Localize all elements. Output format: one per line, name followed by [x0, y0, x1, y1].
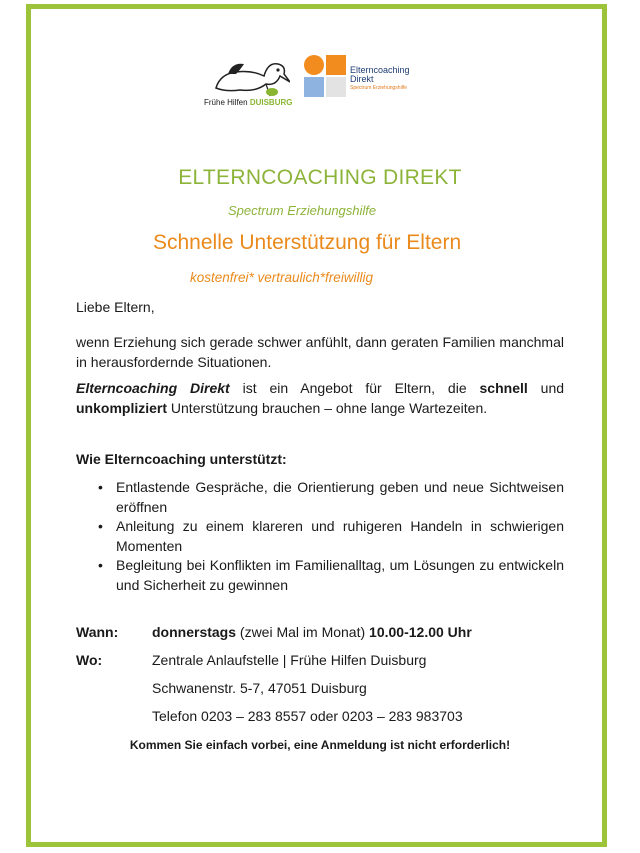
- where-line-1: Zentrale Anlaufstelle | Frühe Hilfen Duisburg: [152, 652, 427, 668]
- intro-paragraph: wenn Erziehung sich gerade schwer anfühlt, dann geraten Familien manchmal in herausfordernde Situationen.: [76, 334, 564, 370]
- greeting: Liebe Eltern,: [76, 299, 155, 315]
- elterncoaching-logo: [304, 55, 434, 105]
- phone-numbers: Telefon 0203 – 283 8557 oder 0203 – 283 983703: [152, 708, 463, 724]
- when-value: donnerstags (zwei Mal im Monat) 10.00-12.00 Uhr: [152, 624, 472, 640]
- fruehe-hilfen-logo: [200, 52, 296, 114]
- stork-icon: [206, 52, 290, 98]
- elterncoaching-wordmark: Elterncoaching Direkt Spectrum Erziehungshilfe: [350, 65, 410, 91]
- offer-name: Elterncoaching Direkt: [76, 380, 230, 396]
- list-item: • Begleitung bei Konflikten im Familienalltag, um Lösungen zu entwickeln und Sicherheit zu gewinnen: [76, 556, 564, 595]
- list-item: • Entlastende Gespräche, die Orientierung geben und neue Sichtweisen eröffnen: [76, 478, 564, 517]
- headline: Schnelle Unterstützung für Eltern: [153, 231, 462, 254]
- logo-orange-square: [326, 55, 346, 75]
- where-line-2: Schwanenstr. 5-7, 47051 Duisburg: [152, 680, 367, 696]
- logo-bar: [200, 52, 430, 114]
- page-subtitle: Spectrum Erziehungshilfe: [228, 203, 377, 218]
- support-list: [76, 478, 564, 595]
- when-label: Wann:: [76, 624, 119, 640]
- section-heading: Wie Elterncoaching unterstützt:: [76, 451, 287, 467]
- logo-orange-circle: [304, 55, 324, 75]
- list-item: • Anleitung zu einem klareren und ruhigeren Handeln in schwierigen Momenten: [76, 517, 564, 556]
- where-label: Wo:: [76, 652, 103, 668]
- keyword-unkompliziert: unkompliziert: [76, 400, 168, 416]
- logo-grey-square: [326, 77, 346, 97]
- keyword-schnell: schnell: [479, 380, 528, 396]
- logo-lightblue-square: [304, 77, 324, 97]
- notice: Kommen Sie einfach vorbei, eine Anmeldung ist nicht erforderlich!: [129, 738, 511, 752]
- tagline: kostenfrei* vertraulich*freiwillig: [190, 270, 374, 285]
- offer-paragraph: Elterncoaching Direkt ist ein Angebot für Eltern, die schnell und unkompliziert Unterstützung brauchen – ohne lange Wartezeiten.: [76, 380, 565, 416]
- page-title: ELTERNCOACHING DIREKT: [178, 166, 462, 189]
- fruehe-hilfen-wordmark: Frühe Hilfen DUISBURG: [204, 98, 293, 107]
